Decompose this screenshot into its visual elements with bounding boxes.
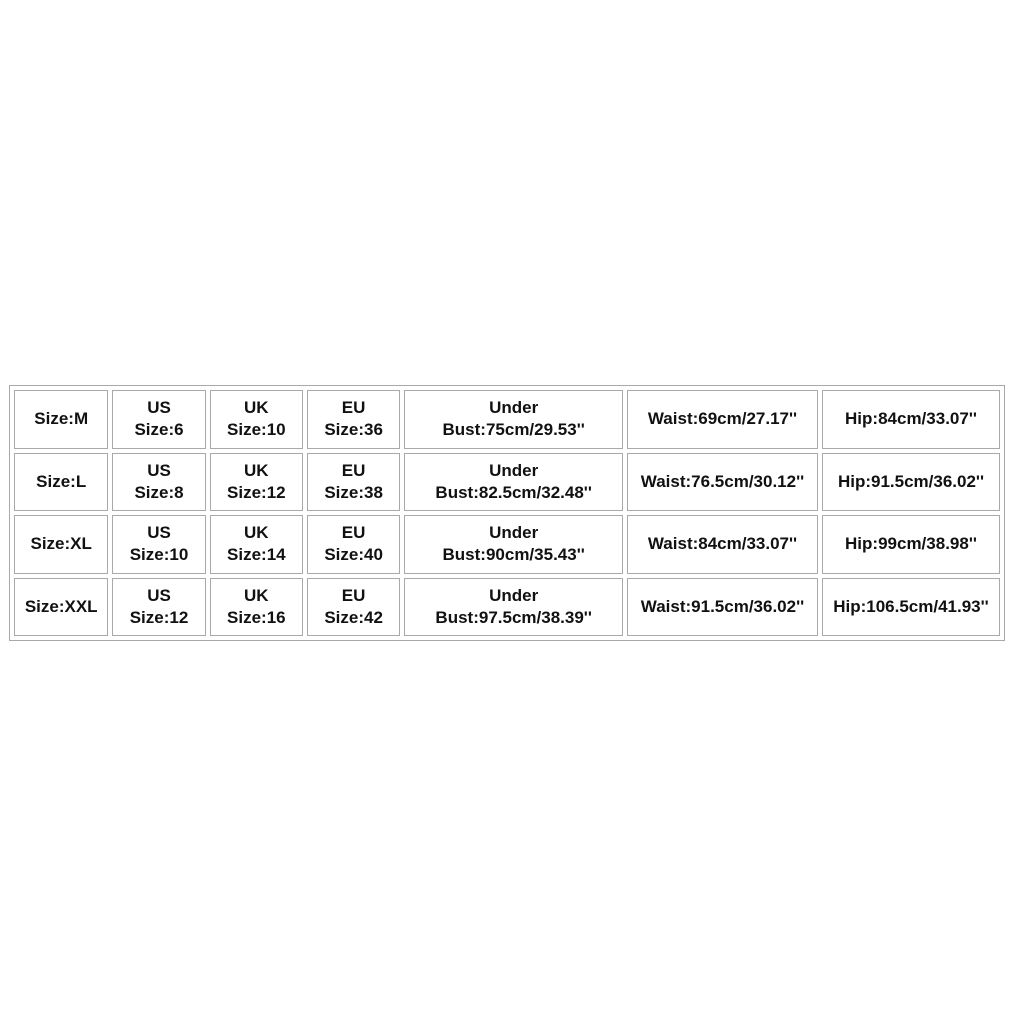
table-row (14, 515, 1000, 574)
hip-cell: Hip:99cm/38.98'' (822, 515, 1000, 574)
waist-cell: Waist:84cm/33.07'' (627, 515, 818, 574)
size-label-cell: Size:M (14, 390, 108, 449)
eu-size-cell: EU Size:36 (307, 390, 400, 449)
us-size-cell: US Size:10 (112, 515, 205, 574)
uk-size-cell: UK Size:16 (210, 578, 303, 637)
table-row (14, 390, 1000, 449)
us-size-cell: US Size:6 (112, 390, 205, 449)
hip-cell: Hip:91.5cm/36.02'' (822, 453, 1000, 512)
uk-size-cell: UK Size:12 (210, 453, 303, 512)
us-size-cell: US Size:12 (112, 578, 205, 637)
size-chart-table (9, 385, 1005, 641)
hip-cell: Hip:106.5cm/41.93'' (822, 578, 1000, 637)
waist-cell: Waist:91.5cm/36.02'' (627, 578, 818, 637)
table-row (14, 578, 1000, 637)
under-bust-cell: Under Bust:75cm/29.53'' (404, 390, 623, 449)
size-label-cell: Size:XL (14, 515, 108, 574)
eu-size-cell: EU Size:38 (307, 453, 400, 512)
size-label-cell: Size:L (14, 453, 108, 512)
hip-cell: Hip:84cm/33.07'' (822, 390, 1000, 449)
uk-size-cell: UK Size:14 (210, 515, 303, 574)
eu-size-cell: EU Size:40 (307, 515, 400, 574)
eu-size-cell: EU Size:42 (307, 578, 400, 637)
size-label-cell: Size:XXL (14, 578, 108, 637)
us-size-cell: US Size:8 (112, 453, 205, 512)
under-bust-cell: Under Bust:97.5cm/38.39'' (404, 578, 623, 637)
waist-cell: Waist:76.5cm/30.12'' (627, 453, 818, 512)
waist-cell: Waist:69cm/27.17'' (627, 390, 818, 449)
under-bust-cell: Under Bust:90cm/35.43'' (404, 515, 623, 574)
uk-size-cell: UK Size:10 (210, 390, 303, 449)
table-row (14, 453, 1000, 512)
under-bust-cell: Under Bust:82.5cm/32.48'' (404, 453, 623, 512)
